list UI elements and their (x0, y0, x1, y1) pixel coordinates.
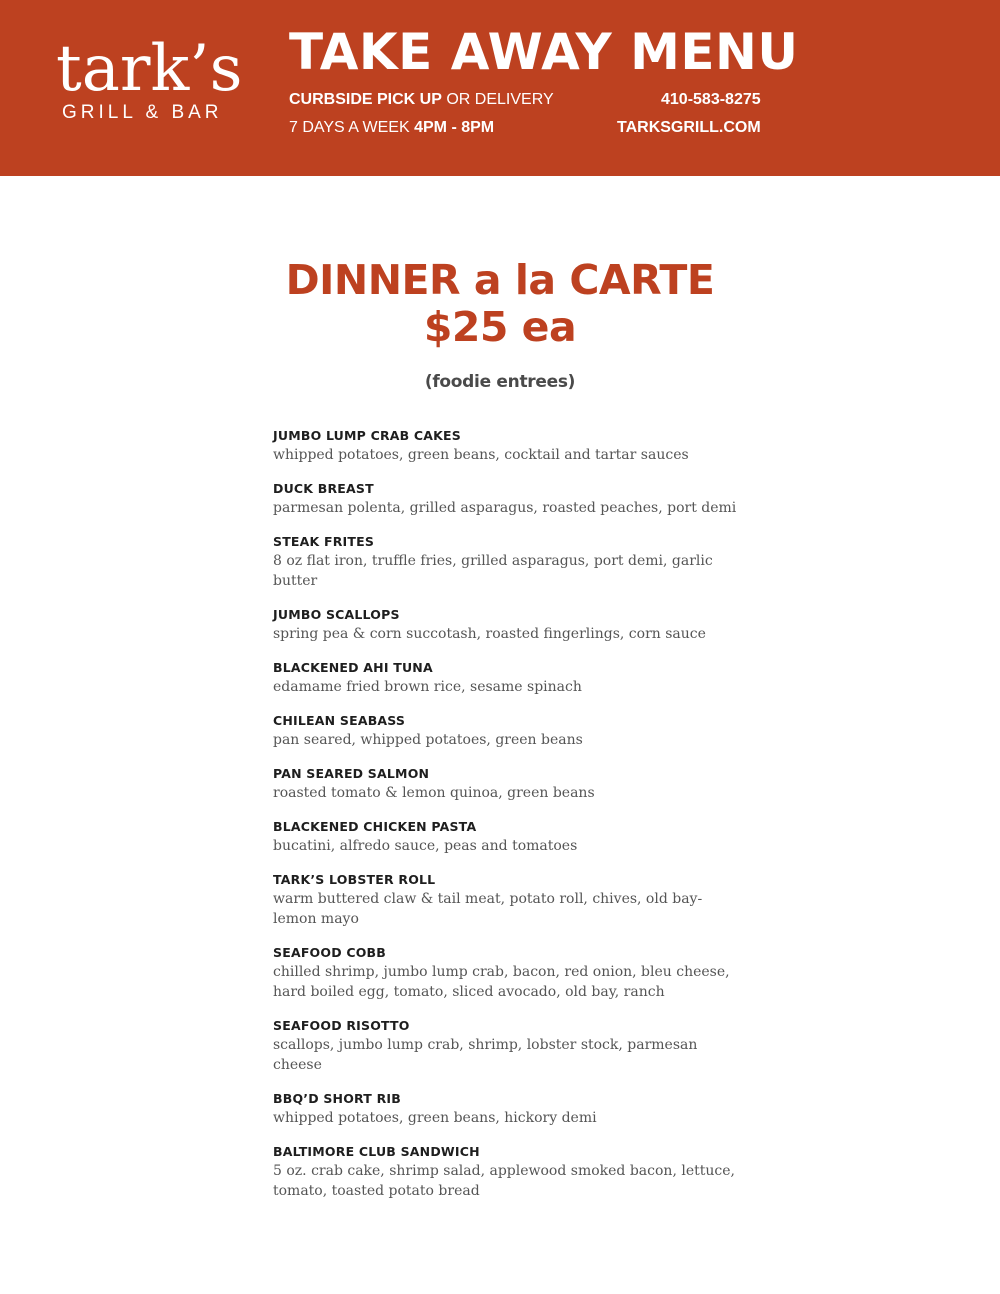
menu-item-name: SEAFOOD RISOTTO (273, 1018, 410, 1033)
menu-item-description: spring pea & corn succotash, roasted fingerlings, corn sauce (273, 626, 706, 642)
menu-item-name: STEAK FRITES (273, 534, 375, 549)
menu-item-name: BLACKENED AHI TUNA (273, 660, 433, 675)
menu-item (273, 1017, 743, 1075)
menu-item-name: CHILEAN SEABASS (273, 713, 406, 728)
hours-rest: 7 DAYS A WEEK (289, 119, 415, 136)
menu-item (273, 1143, 743, 1201)
phone-number[interactable]: 410-583-8275 (661, 91, 761, 108)
menu-item (273, 533, 743, 591)
menu-item (273, 659, 743, 697)
menu-item-description: parmesan polenta, grilled asparagus, roasted peaches, port demi (273, 500, 737, 516)
menu-item (273, 818, 743, 856)
menu-item-name: BBQ’D SHORT RIB (273, 1091, 401, 1106)
pickup-info (289, 90, 554, 110)
menu-item-description: warm buttered claw & tail meat, potato roll, chives, old bay-lemon mayo (273, 891, 703, 927)
menu-item-name: BLACKENED CHICKEN PASTA (273, 819, 477, 834)
menu-item-description: scallops, jumbo lump crab, shrimp, lobster stock, parmesan cheese (273, 1037, 698, 1073)
menu-item (273, 1090, 743, 1128)
menu-item-name: DUCK BREAST (273, 481, 374, 496)
menu-item-name: JUMBO LUMP CRAB CAKES (273, 428, 461, 443)
menu-item (273, 427, 743, 465)
menu-item-description: chilled shrimp, jumbo lump crab, bacon, red onion, bleu cheese, hard boiled egg, tomato, sliced avocado, old bay, ranch (273, 964, 730, 1000)
tarks-logo (56, 34, 256, 124)
website-link[interactable]: TARKSGRILL.COM (617, 119, 761, 136)
hours-bold: 4PM - 8PM (414, 119, 495, 136)
menu-item-name: TARK’S LOBSTER ROLL (273, 872, 436, 887)
menu-item-name: SEAFOOD COBB (273, 945, 386, 960)
menu-item-description: 8 oz flat iron, truffle fries, grilled asparagus, port demi, garlic butter (273, 553, 713, 589)
menu-item-description: pan seared, whipped potatoes, green beans (273, 732, 583, 748)
menu-item (273, 712, 743, 750)
header-banner (0, 0, 1000, 176)
logo-subtitle: GRILL & BAR (62, 102, 223, 123)
menu-title: TAKE AWAY MENU (289, 23, 799, 81)
section-title: DINNER a la CARTE (285, 256, 715, 304)
menu-item (273, 871, 743, 929)
pickup-bold: CURBSIDE PICK UP (289, 91, 442, 108)
logo-wordmark: tark’s (56, 32, 243, 106)
menu-item-description: edamame fried brown rice, sesame spinach (273, 679, 582, 695)
menu-item-name: PAN SEARED SALMON (273, 766, 430, 781)
menu-item-description: whipped potatoes, green beans, hickory demi (273, 1110, 597, 1126)
menu-item-description: whipped potatoes, green beans, cocktail and tartar sauces (273, 447, 689, 463)
menu-item-name: JUMBO SCALLOPS (273, 607, 400, 622)
menu-item (273, 480, 743, 518)
menu-item-description: roasted tomato & lemon quinoa, green beans (273, 785, 595, 801)
menu-item-name: BALTIMORE CLUB SANDWICH (273, 1144, 480, 1159)
hours-info (289, 118, 494, 138)
section-price: $25 ea (423, 303, 577, 351)
menu-list (273, 427, 743, 1216)
menu-item-description: 5 oz. crab cake, shrimp salad, applewood smoked bacon, lettuce, tomato, toasted potato bread (273, 1163, 735, 1199)
menu-item (273, 944, 743, 1002)
section-subtitle: (foodie entrees) (424, 372, 576, 392)
pickup-rest: OR DELIVERY (441, 91, 554, 108)
menu-item-description: bucatini, alfredo sauce, peas and tomatoes (273, 838, 578, 854)
menu-item (273, 606, 743, 644)
menu-item (273, 765, 743, 803)
